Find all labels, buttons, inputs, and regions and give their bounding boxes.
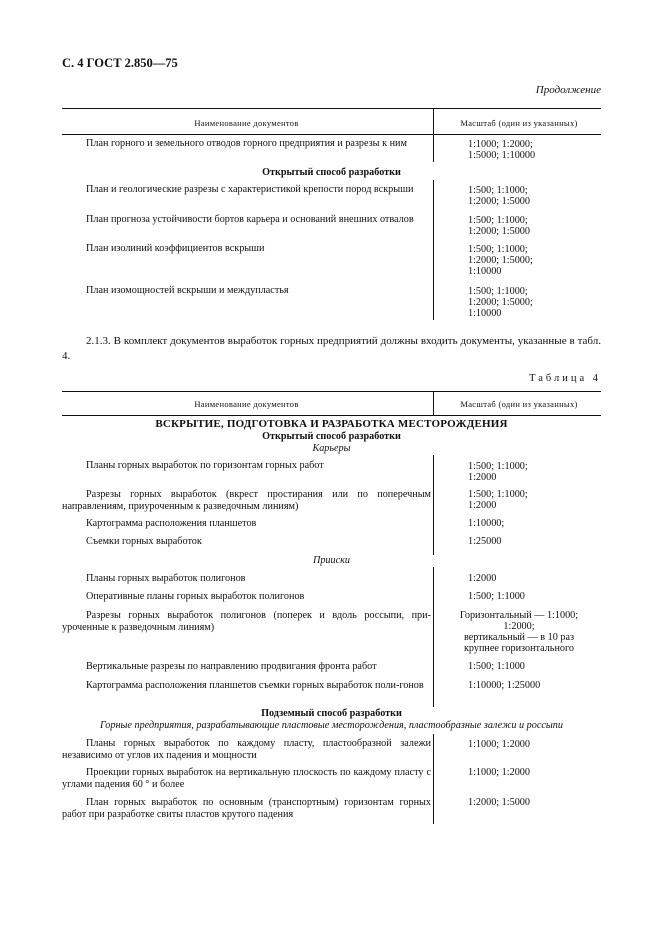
doc-scale: 1:500; 1:1000; 1:2000; 1:5000 xyxy=(468,215,530,237)
doc-scale: 1:25000 xyxy=(468,536,502,547)
column-divider xyxy=(433,567,434,707)
doc-name: План изолиний коэффициентов вскрыши xyxy=(86,243,265,254)
col-header-scale: Масштаб (один из указанных) xyxy=(460,118,578,128)
doc-scale: 1:2000 xyxy=(468,573,497,584)
doc-name: Планы горных выработок по горизонтам горных работ xyxy=(86,460,324,471)
header-divider xyxy=(433,391,434,415)
header-bottom-rule xyxy=(62,134,601,135)
doc-scale: 1:500; 1:1000; 1:2000; 1:5000; 1:10000 xyxy=(468,286,533,319)
doc-scale: Горизонтальный — 1:1000; 1:2000; вертикальный — в 10 раз крупнее горизонтального xyxy=(459,610,579,654)
doc-name: План и геологические разрезы с характеристикой крепости пород вскрыши xyxy=(86,184,414,195)
table4-top-rule xyxy=(62,391,601,392)
doc-scale: 1:500; 1:1000; 1:2000; 1:5000 xyxy=(468,185,530,207)
doc-name: Проекции горных выработок на вертикальную плоскость по каждому пласту с углами падения 60 ° и более xyxy=(62,767,431,790)
section-title: Открытый способ разработки xyxy=(262,167,401,178)
doc-scale: 1:500; 1:1000; 1:2000; 1:5000; 1:10000 xyxy=(468,244,533,277)
main-section-title: ВСКРЫТИЕ, ПОДГОТОВКА И РАЗРАБОТКА МЕСТОРОЖДЕНИЯ xyxy=(155,418,508,430)
continuation-label: Продолжение xyxy=(535,84,601,96)
subsection-title: Прииски xyxy=(312,555,351,566)
page-title: С. 4 ГОСТ 2.850—75 xyxy=(62,56,178,70)
doc-name: Планы горных выработок полигонов xyxy=(86,573,246,584)
doc-name: План изомощностей вскрыши и междупластья xyxy=(86,285,289,296)
subsection-title: Горные предприятия, разрабатывающие пластовые месторождения, пластообразные залежи и россыпи xyxy=(100,720,563,731)
section-title: Подземный способ разработки xyxy=(261,708,402,719)
doc-scale: 1:1000; 1:2000; 1:5000; 1:10000 xyxy=(468,139,536,161)
doc-name: План горного и земельного отводов горного предприятия и разрезы к ним xyxy=(86,138,407,149)
doc-scale: 1:500; 1:1000; 1:2000 xyxy=(468,461,528,483)
doc-name: Картограмма расположения планшетов xyxy=(86,518,257,529)
doc-name: Картограмма расположения планшетов съемки горных выработок поли-гонов xyxy=(86,680,424,691)
column-divider xyxy=(433,734,434,824)
column-divider xyxy=(433,455,434,555)
column-divider xyxy=(433,134,434,162)
col-header-name: Наименование документов xyxy=(194,118,299,128)
paragraph-2-1-3: 2.1.3. В комплект документов выработок горных предприятий должны входить документы, указанные в табл. 4. xyxy=(62,335,601,362)
doc-scale: 1:1000; 1:2000 xyxy=(468,767,530,778)
doc-name: Разрезы горных выработок (вкрест простирания или по поперечным направлениям, приуроченным к разведочным линиям) xyxy=(62,489,431,512)
doc-name: Планы горных выработок по каждому пласту, пластообразной залежи независимо от углов их падения и мощности xyxy=(62,738,431,761)
doc-scale: 1:10000; xyxy=(468,518,505,529)
doc-name: План горных выработок по основным (транспортным) горизонтам горных работ при разработке свиты пластов крутого падения xyxy=(62,797,431,820)
col-header-name: Наименование документов xyxy=(194,399,299,409)
section-title: Открытый способ разработки xyxy=(262,431,401,442)
doc-name: Съемки горных выработок xyxy=(86,536,202,547)
table-top-rule xyxy=(62,108,601,109)
doc-scale: 1:500; 1:1000; 1:2000 xyxy=(468,489,528,511)
header-divider xyxy=(433,108,434,134)
table-label: Таблица 4 xyxy=(529,373,601,384)
column-divider xyxy=(433,180,434,320)
subsection-title: Карьеры xyxy=(312,443,351,454)
doc-scale: 1:10000; 1:25000 xyxy=(468,680,541,691)
doc-name: Оперативные планы горных выработок полигонов xyxy=(86,591,305,602)
doc-scale: 1:2000; 1:5000 xyxy=(468,797,530,808)
header-bottom-rule xyxy=(62,415,601,416)
doc-name: План прогноза устойчивости бортов карьера и оснований внешних отвалов xyxy=(86,214,414,225)
doc-scale: 1:500; 1:1000 xyxy=(468,591,525,602)
doc-name: Вертикальные разрезы по направлению продвигания фронта работ xyxy=(86,661,377,672)
doc-name: Разрезы горных выработок полигонов (поперек и вдоль россыпи, при-уроченные к разведочным линиям) xyxy=(62,610,431,633)
doc-scale: 1:1000; 1:2000 xyxy=(468,739,530,750)
doc-scale: 1:500; 1:1000 xyxy=(468,661,525,672)
col-header-scale: Масштаб (один из указанных) xyxy=(460,399,578,409)
